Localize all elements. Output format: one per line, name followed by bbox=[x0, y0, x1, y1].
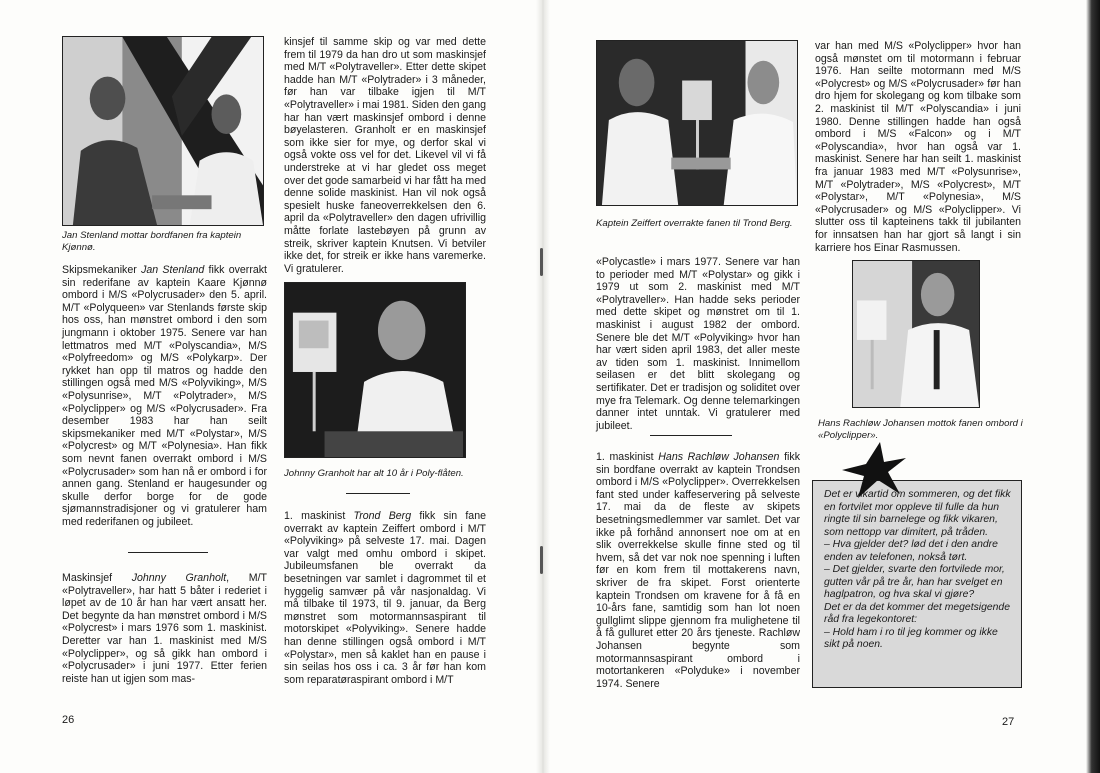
person-name: Johnny Granholt bbox=[131, 572, 227, 584]
article-paragraph: var han med M/S «Polyclipper» hvor han også mønstet om til motormann i februar 1976. Han seilte motormann med M/S «Polycrest» og M/S «Polycrusader» før han dro hjem for skolegang og kom tilbake som 2. maskinist til M/T «Polyscandia» i juni 1980. Denne stillingen hadde han også ombord i M/S «Falcon» og i M/T «Polyscandia», hvor han også var 1. maskinist. Senere har han seilt 1. maskinist fra januar 1983 med M/T «Polysunrise», M/T «Polytrader», M/S «Polycrest», M/T «Polystar», M/T «Polynesia», M/S «Polycrusader» og M/S «Polyclipper». Vi slutter oss til kapteinens takk til jubilanten for innsatsen han har gjort så langt i sin karriere hos Einar Rasmussen. bbox=[815, 40, 1021, 254]
photo-caption: Jan Stenland mottar bordfanen fra kaptein Kjønnø. bbox=[62, 230, 242, 253]
section-divider bbox=[346, 493, 410, 494]
article-column bbox=[62, 572, 267, 685]
photo-caption: Kaptein Zeiffert overrakte fanen til Trond Berg. bbox=[596, 218, 793, 229]
article-column bbox=[62, 264, 267, 528]
photo-trond-berg bbox=[596, 40, 798, 206]
text-run: fikk sin fane overrakt av kaptein Zeiffert ombord i M/T «Polyviking» på selveste 17. mai. Dagen var valgt med omhu ombord i skipet. Jubileumsfanen ble overrakt da besetningen var samlet i dagrommet til et hyggelig samvær på vår nasjonaldag. Vi må tilbake til 1973, til 9. januar, da Berg mønstret som motormannsaspirant til motorskipet «Polyviking». Senere hadde han denne stillingen også ombord i M/T «Polystar», men så kaklet han en pause i sin seilas hos oss i ca. 3 år før han kom som reparatøraspirant ombord i M/T bbox=[284, 510, 486, 686]
person-name: Jan Stenland bbox=[141, 264, 205, 276]
article-paragraph: «Polycastle» i mars 1977. Senere var han to perioder med M/T «Polystar» og gikk i 1979 ut som 2. maskinist med M/T «Polytraveller». Han hadde seks perioder med dette skipet og mønstret om til 1. maskinist i august 1982 der ombord. Senere ble det M/T «Polyviking» hvor han har vært siden april 1983, det aller meste av tiden som 1. maskinist. Innimellom seilasen er det blitt skolegang og sertifikater. Det er tradisjon og soliditet over mye fra Telemark. Og denne telemarkingen danner intet unntak. Vi gratulerer med jubileet. bbox=[596, 256, 800, 432]
joke-line: – Hva gjelder det? lød det i den andre enden av telefonen, nokså tørt. bbox=[824, 539, 998, 563]
page-number: 27 bbox=[1002, 716, 1015, 728]
photo-caption: Hans Rachløw Johansen mottok fanen ombord i «Polyclipper». bbox=[818, 418, 1023, 441]
article-column bbox=[596, 256, 800, 432]
text-run: 1. maskinist bbox=[596, 451, 659, 463]
article-column bbox=[815, 40, 1021, 254]
center-gutter bbox=[536, 0, 550, 773]
page-edge-shadow bbox=[1086, 0, 1100, 773]
photo-jan-stenland bbox=[62, 36, 264, 226]
text-run: 1. maskinist bbox=[284, 510, 354, 522]
article-paragraph bbox=[62, 264, 267, 528]
article-paragraph bbox=[284, 510, 486, 686]
staple-top bbox=[540, 248, 543, 276]
article-paragraph: kinsjef til samme skip og var med dette frem til 1979 da han dro ut som maskinsjef med M/T «Polytraveller». Etter dette skipet hadde han M/T «Polytrader» i 3 måneder, før han var tilbake igjen til M/T «Polytraveller» i mai 1981. Siden den gang har han vært maskinsjef ombord i denne bøyelasteren. Granholt er en maskinsjef som ikke sier for mye, og derfor skal vi også vokte oss vel for det. Likevel vil vi få understreke at vi har gledet oss meget over det gode samarbeid vi har fått ha med denne solide maskinist. Han vil nok også spesielt huske faneoverrekkelsen den 6. april da «Polytraveller» den dagen ufrivillig måtte forlate lastebøyen på grunn av streik, skriver kaptein Knutsen. Vi betviler ikke det, for streik er ikke hans varemerke. Vi gratulerer. bbox=[284, 36, 487, 275]
text-run: fikk overrakt sin rederifane av kaptein Kaare Kjønnø ombord i M/S «Polycrusader» den 5. april. M/T «Polyqueen» var Stenlands første skip hos oss, han mønstret ombord i den som jungmann i oktober 1975. Senere var han lettmatros med M/T «Polyscandia», M/S «Polyfreedom» og M/S «Polykarp». Der rykket han opp til matros og hadde den stillingen også med M/S «Polyviking», M/S «Polysunrise», M/T «Polytrader», M/S «Polyclipper» og M/S «Polycrusader». Fra desember 1983 har han seilt skipsmekaniker med M/T «Polystar», M/S «Polycrest» og M/T «Polynesia». Han fikk som nevnt fanen overrakt ombord i M/S «Polycrusader» som han nå er ombord i for annen gang. Stenland er haugesunder og skulle derfor borge for de gode sjømannstradisjoner og vi gratulerer ham med rederifanen og jubileet. bbox=[62, 264, 267, 528]
staple-bottom bbox=[540, 546, 543, 574]
article-column bbox=[284, 36, 486, 275]
section-divider bbox=[650, 435, 732, 436]
section-divider bbox=[128, 552, 208, 553]
joke-line: Det er da det kommer det megetsigende råd fra legekontoret: bbox=[824, 601, 1010, 625]
joke-text bbox=[824, 489, 1016, 652]
person-name: Trond Berg bbox=[353, 510, 412, 522]
article-column bbox=[284, 510, 486, 686]
joke-line: Det er vikartid om sommeren, og det fikk en fortvilet mor oppleve til fulle da hun ringte til sin barnelege og fikk vikaren, som nettopp var dimitert, på tråden. bbox=[824, 489, 1011, 538]
article-paragraph bbox=[62, 572, 267, 685]
text-run: Skipsmekaniker bbox=[62, 264, 142, 276]
joke-line: – Hold ham i ro til jeg kommer og ikke sikt på noen. bbox=[824, 626, 998, 650]
text-run: , M/T «Polytraveller», har hatt 5 båter i rederiet i løpet av de 10 år han har vært ansatt her. Det begynte da han mønstret ombord i M/S «Polycrest» i mars 1976 som 1. maskinist. Deretter var han 1. maskinist med M/S «Polyclipper», og så gikk han ombord i «Polycrusader» i juni 1977. Etter ferien reiste han ut igjen som mas- bbox=[62, 572, 267, 685]
joke-line: – Det gjelder, svarte den fortvilede mor, gutten vår på tre år, han har svelget en haglpatron, og hva skal vi gjøre? bbox=[824, 564, 1005, 600]
text-run: Maskinsjef bbox=[62, 572, 132, 584]
page-number: 26 bbox=[62, 714, 75, 726]
text-run: fikk sin bordfane overrakt av kaptein Trondsen ombord i M/S «Polyclipper». Overrekkelsen fant sted under kaffeservering på selveste 17. mai da de fleste av skipets besetningsmedlemmer var samlet. Det var ikke på forhånd annonsert noe om at en slik overrekkelse skulle finne sted og til hvem, så det var nok noe spenning i luften før en kom frem til mottakerens navn, skriver de fra skipet. Forst orienterte kaptein Trondsen om kravene for å få en 10-års fane, samtidig som han lot noen gullglimt slippe gjennom fra mulighetene til å få gulluret etter 20 års tjeneste. Rachløw Johansen begynte som motormannsaspirant ombord i motortankeren «Polyduke» i november 1974. Senere bbox=[596, 451, 800, 690]
article-column bbox=[596, 451, 800, 690]
photo-caption: Johnny Granholt har alt 10 år i Poly-flåten. bbox=[284, 468, 464, 479]
article-paragraph bbox=[596, 451, 800, 690]
photo-hans-rachlow-johansen bbox=[852, 260, 980, 408]
photo-johnny-granholt bbox=[284, 282, 466, 458]
person-name: Hans Rachløw Johansen bbox=[658, 451, 780, 463]
